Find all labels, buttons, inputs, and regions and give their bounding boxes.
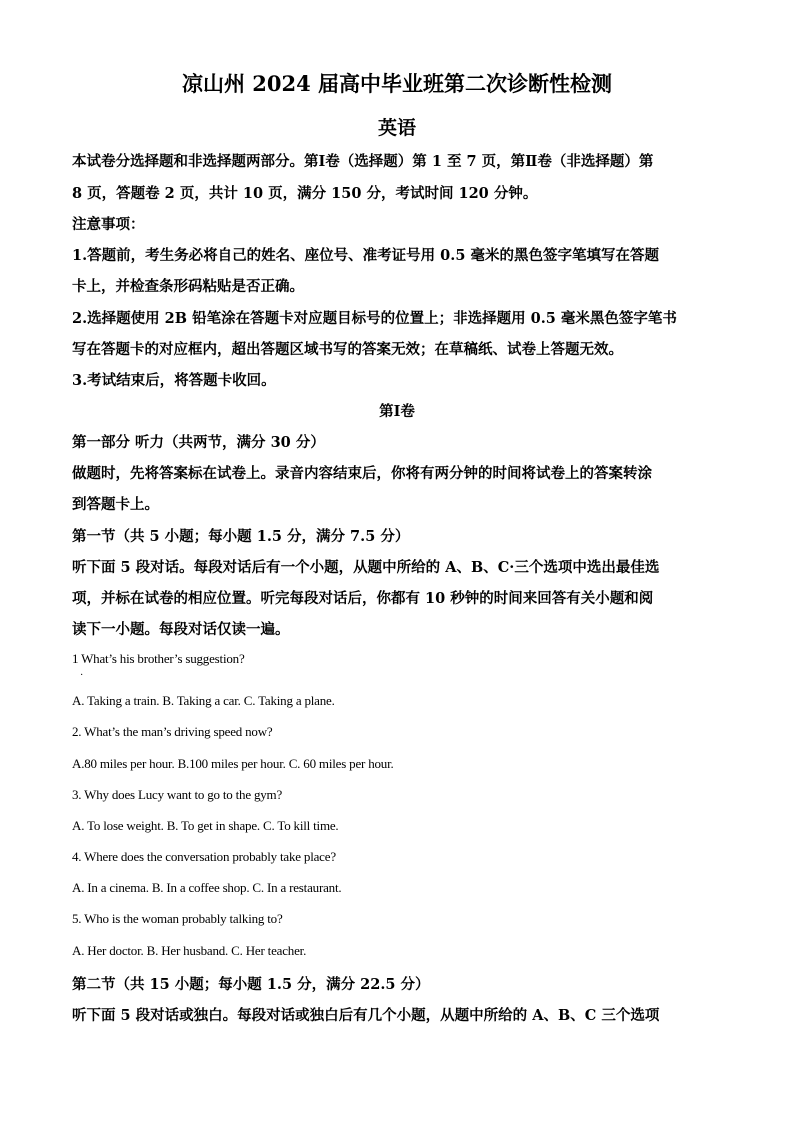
notice-line-3: 2.选择题使用 2B 铅笔涂在答题卡对应题目标号的位置上；非选择题用 0.5 毫米黑色签字笔书 — [72, 310, 677, 327]
notice-heading: 注意事项： — [72, 216, 145, 233]
question-5-options: A. Her doctor. B. Her husband. C. Her teacher. — [72, 943, 307, 958]
section2-instructions-1: 听下面 5 段对话或独白。每段对话或独白后有几个小题，从题中所给的 A、B、C 三个选项 — [72, 1007, 660, 1024]
question-1: 1 What’s his brother’s suggestion? — [72, 651, 245, 666]
question-2-options: A.80 miles per hour. B.100 miles per hour. C. 60 miles per hour. — [72, 756, 394, 771]
section1-heading: 第一节（共 5 小题；每小题 1.5 分，满分 7.5 分） — [72, 528, 410, 545]
intro-line-2: 8 页，答题卷 2 页，共计 10 页，满分 150 分，考试时间 120 分钟。 — [72, 185, 538, 202]
question-3-options: A. To lose weight. B. To get in shape. C. To kill time. — [72, 818, 339, 833]
volume-heading: 第Ⅰ卷 — [379, 403, 415, 420]
question-4-options: A. In a cinema. B. In a coffee shop. C. In a restaurant. — [72, 880, 342, 895]
notice-line-1: 1.答题前，考生务必将自己的姓名、座位号、准考证号用 0.5 毫米的黑色签字笔填写在答题 — [72, 247, 659, 264]
part1-instructions-1: 做题时，先将答案标在试卷上。录音内容结束后，你将有两分钟的时间将试卷上的答案转涂 — [72, 465, 652, 482]
notice-line-4: 写在答题卡的对应框内，超出答题区域书写的答案无效；在草稿纸、试卷上答题无效。 — [72, 341, 623, 358]
exam-title: 凉山州 2024 届高中毕业班第二次诊断性检测 — [181, 71, 613, 96]
question-4: 4. Where does the conversation probably take place? — [72, 849, 336, 864]
subject-heading: 英语 — [377, 117, 416, 139]
notice-line-2: 卡上，并检查条形码粘贴是否正确。 — [72, 278, 304, 295]
question-2: 2. What’s the man’s driving speed now? — [72, 724, 273, 739]
part1-heading: 第一部分 听力（共两节，满分 30 分） — [72, 434, 325, 451]
stray-mark: · — [80, 670, 84, 681]
question-3: 3. Why does Lucy want to go to the gym? — [72, 787, 283, 802]
question-1-options: A. Taking a train. B. Taking a car. C. Taking a plane. — [72, 693, 335, 708]
notice-line-5: 3.考试结束后，将答题卡收回。 — [72, 372, 276, 389]
section1-instructions-2: 项，并标在试卷的相应位置。听完每段对话后，你都有 10 秒钟的时间来回答有关小题和阅 — [72, 590, 654, 607]
section2-heading: 第二节（共 15 小题；每小题 1.5 分，满分 22.5 分） — [72, 976, 430, 993]
question-5: 5. Who is the woman probably talking to? — [72, 911, 283, 926]
part1-instructions-2: 到答题卡上。 — [72, 496, 159, 513]
intro-line-1: 本试卷分选择题和非选择题两部分。第Ⅰ卷（选择题）第 1 至 7 页，第Ⅱ卷（非选择题）第 — [72, 153, 654, 170]
section1-instructions-1: 听下面 5 段对话。每段对话后有一个小题，从题中所给的 A、B、C·三个选项中选出最佳选 — [72, 559, 660, 576]
section1-instructions-3: 读下一小题。每段对话仅读一遍。 — [72, 621, 290, 638]
